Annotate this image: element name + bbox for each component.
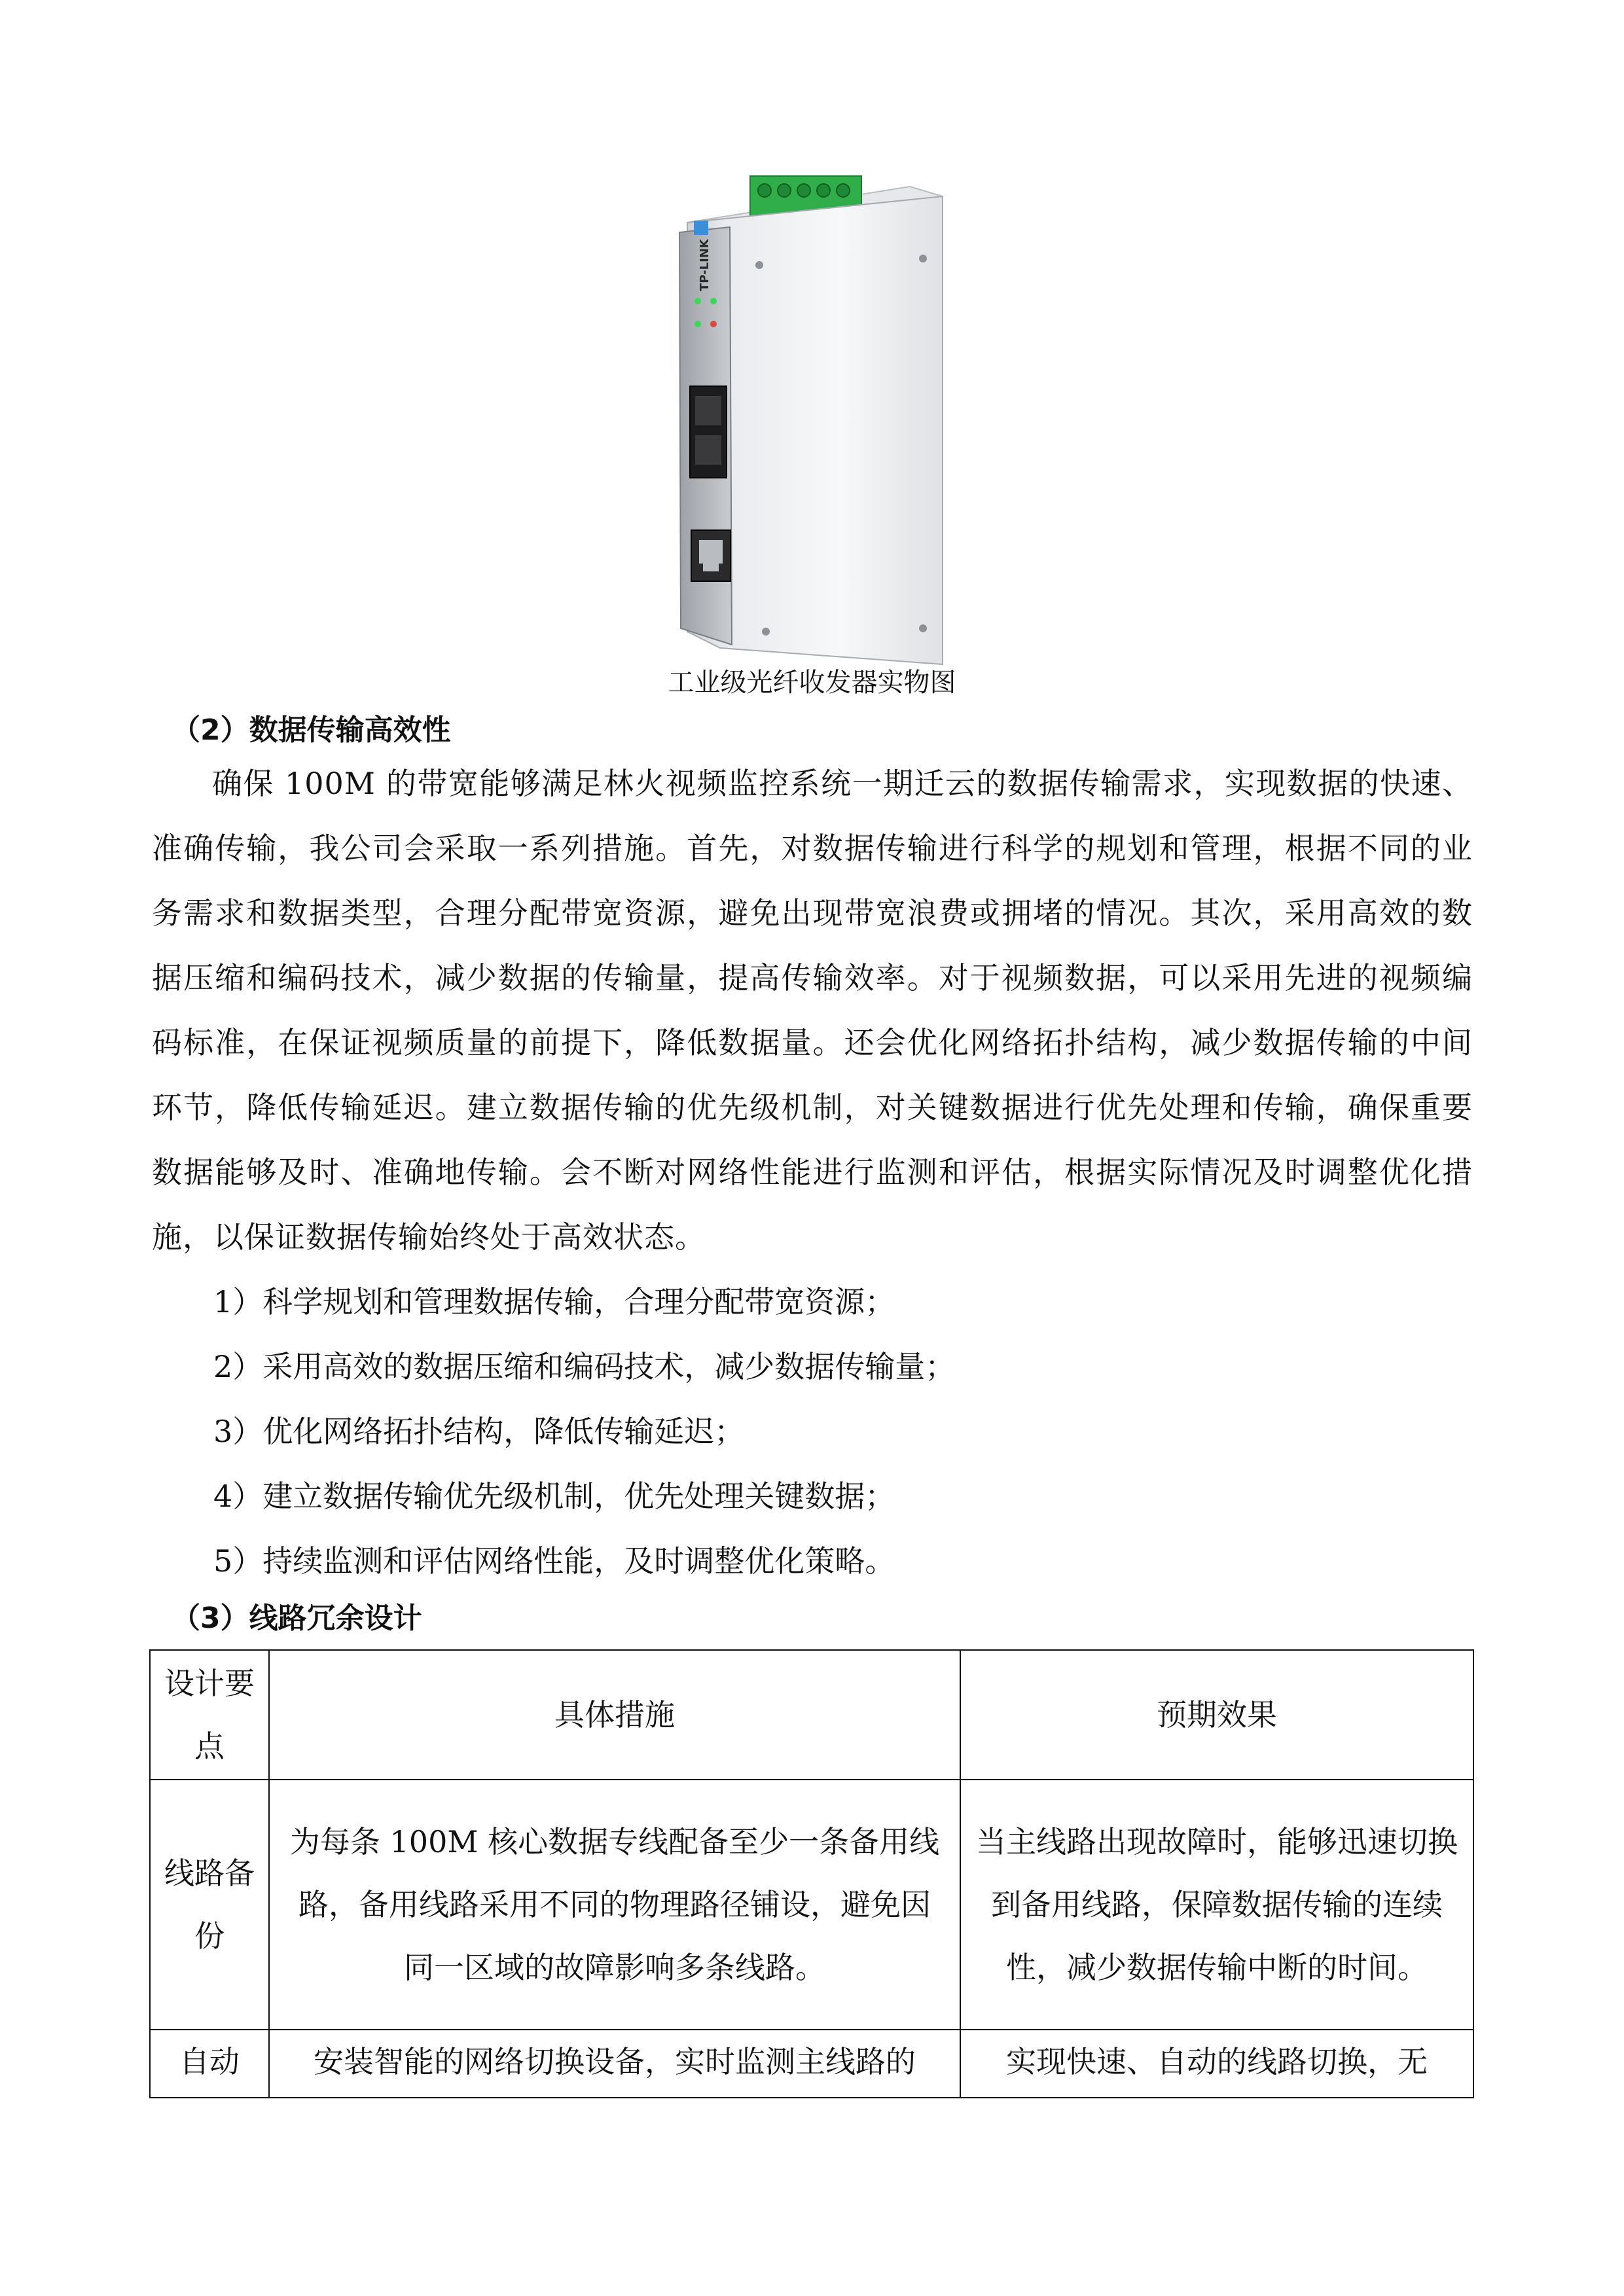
cell-measure: 安装智能的网络切换设备，实时监测主线路的	[269, 2030, 960, 2098]
cell-measure: 为每条 100M 核心数据专线配备至少一条备用线路，备用线路采用不同的物理路径铺设，避免因同一区域的故障影响多条线路。	[269, 1780, 960, 2030]
section-heading-data-efficiency: （2）数据传输高效性	[171, 713, 451, 747]
header-design-point: 设计要点	[150, 1650, 269, 1780]
cell-effect: 当主线路出现故障时，能够迅速切换到备用线路，保障数据传输的连续性，减少数据传输中断的时间。	[960, 1780, 1473, 2030]
section-heading-line-redundancy: （3）线路冗余设计	[171, 1602, 422, 1635]
list-item: 3）优化网络拓扑结构，降低传输延迟；	[213, 1414, 745, 1449]
list-item: 5）持续监测和评估网络性能，及时调整优化策略。	[213, 1543, 895, 1579]
figure-caption: 工业级光纤收发器实物图	[668, 668, 956, 698]
list-item: 1）科学规划和管理数据传输，合理分配带宽资源；	[213, 1284, 895, 1319]
cell-point: 自动	[150, 2030, 269, 2098]
header-expected-effect: 预期效果	[960, 1650, 1473, 1780]
table-row	[150, 1780, 1473, 2030]
cell-point: 线路备份	[150, 1780, 269, 2030]
rj45-port	[691, 530, 731, 581]
list-item: 2）采用高效的数据压缩和编码技术，减少数据传输量；	[213, 1349, 956, 1384]
list-item: 4）建立数据传输优先级机制，优先处理关键数据；	[213, 1479, 895, 1514]
fiber-transceiver-image	[655, 160, 982, 684]
dip-switch	[694, 221, 708, 235]
fiber-sc-port	[690, 386, 727, 478]
table-header-row	[150, 1650, 1473, 1780]
redundancy-design-table	[149, 1649, 1474, 2098]
measures-list	[213, 1270, 955, 1594]
table-row	[150, 2030, 1473, 2098]
body-paragraph: 确保 100M 的带宽能够满足林火视频监控系统一期迁云的数据传输需求，实现数据的快速、准确传输，我公司会采取一系列措施。首先，对数据传输进行科学的规划和管理，根据不同的业务需求和数据类型，合理分配带宽资源，避免出现带宽浪费或拥堵的情况。其次，采用高效的数据压缩和编码技术，减少数据的传输量，提高传输效率。对于视频数据，可以采用先进的视频编码标准，在保证视频质量的前提下，降低数据量。还会优化网络拓扑结构，减少数据传输的中间环节，降低传输延迟。建立数据传输的优先级机制，对关键数据进行优先处理和传输，确保重要数据能够及时、准确地传输。会不断对网络性能进行监测和评估，根据实际情况及时调整优化措施，以保证数据传输始终处于高效状态。	[152, 766, 1473, 1255]
brand-logo: TP-LINK	[698, 239, 712, 291]
product-photo	[655, 160, 982, 684]
cell-effect: 实现快速、自动的线路切换，无	[960, 2030, 1473, 2098]
header-measures: 具体措施	[269, 1650, 960, 1780]
